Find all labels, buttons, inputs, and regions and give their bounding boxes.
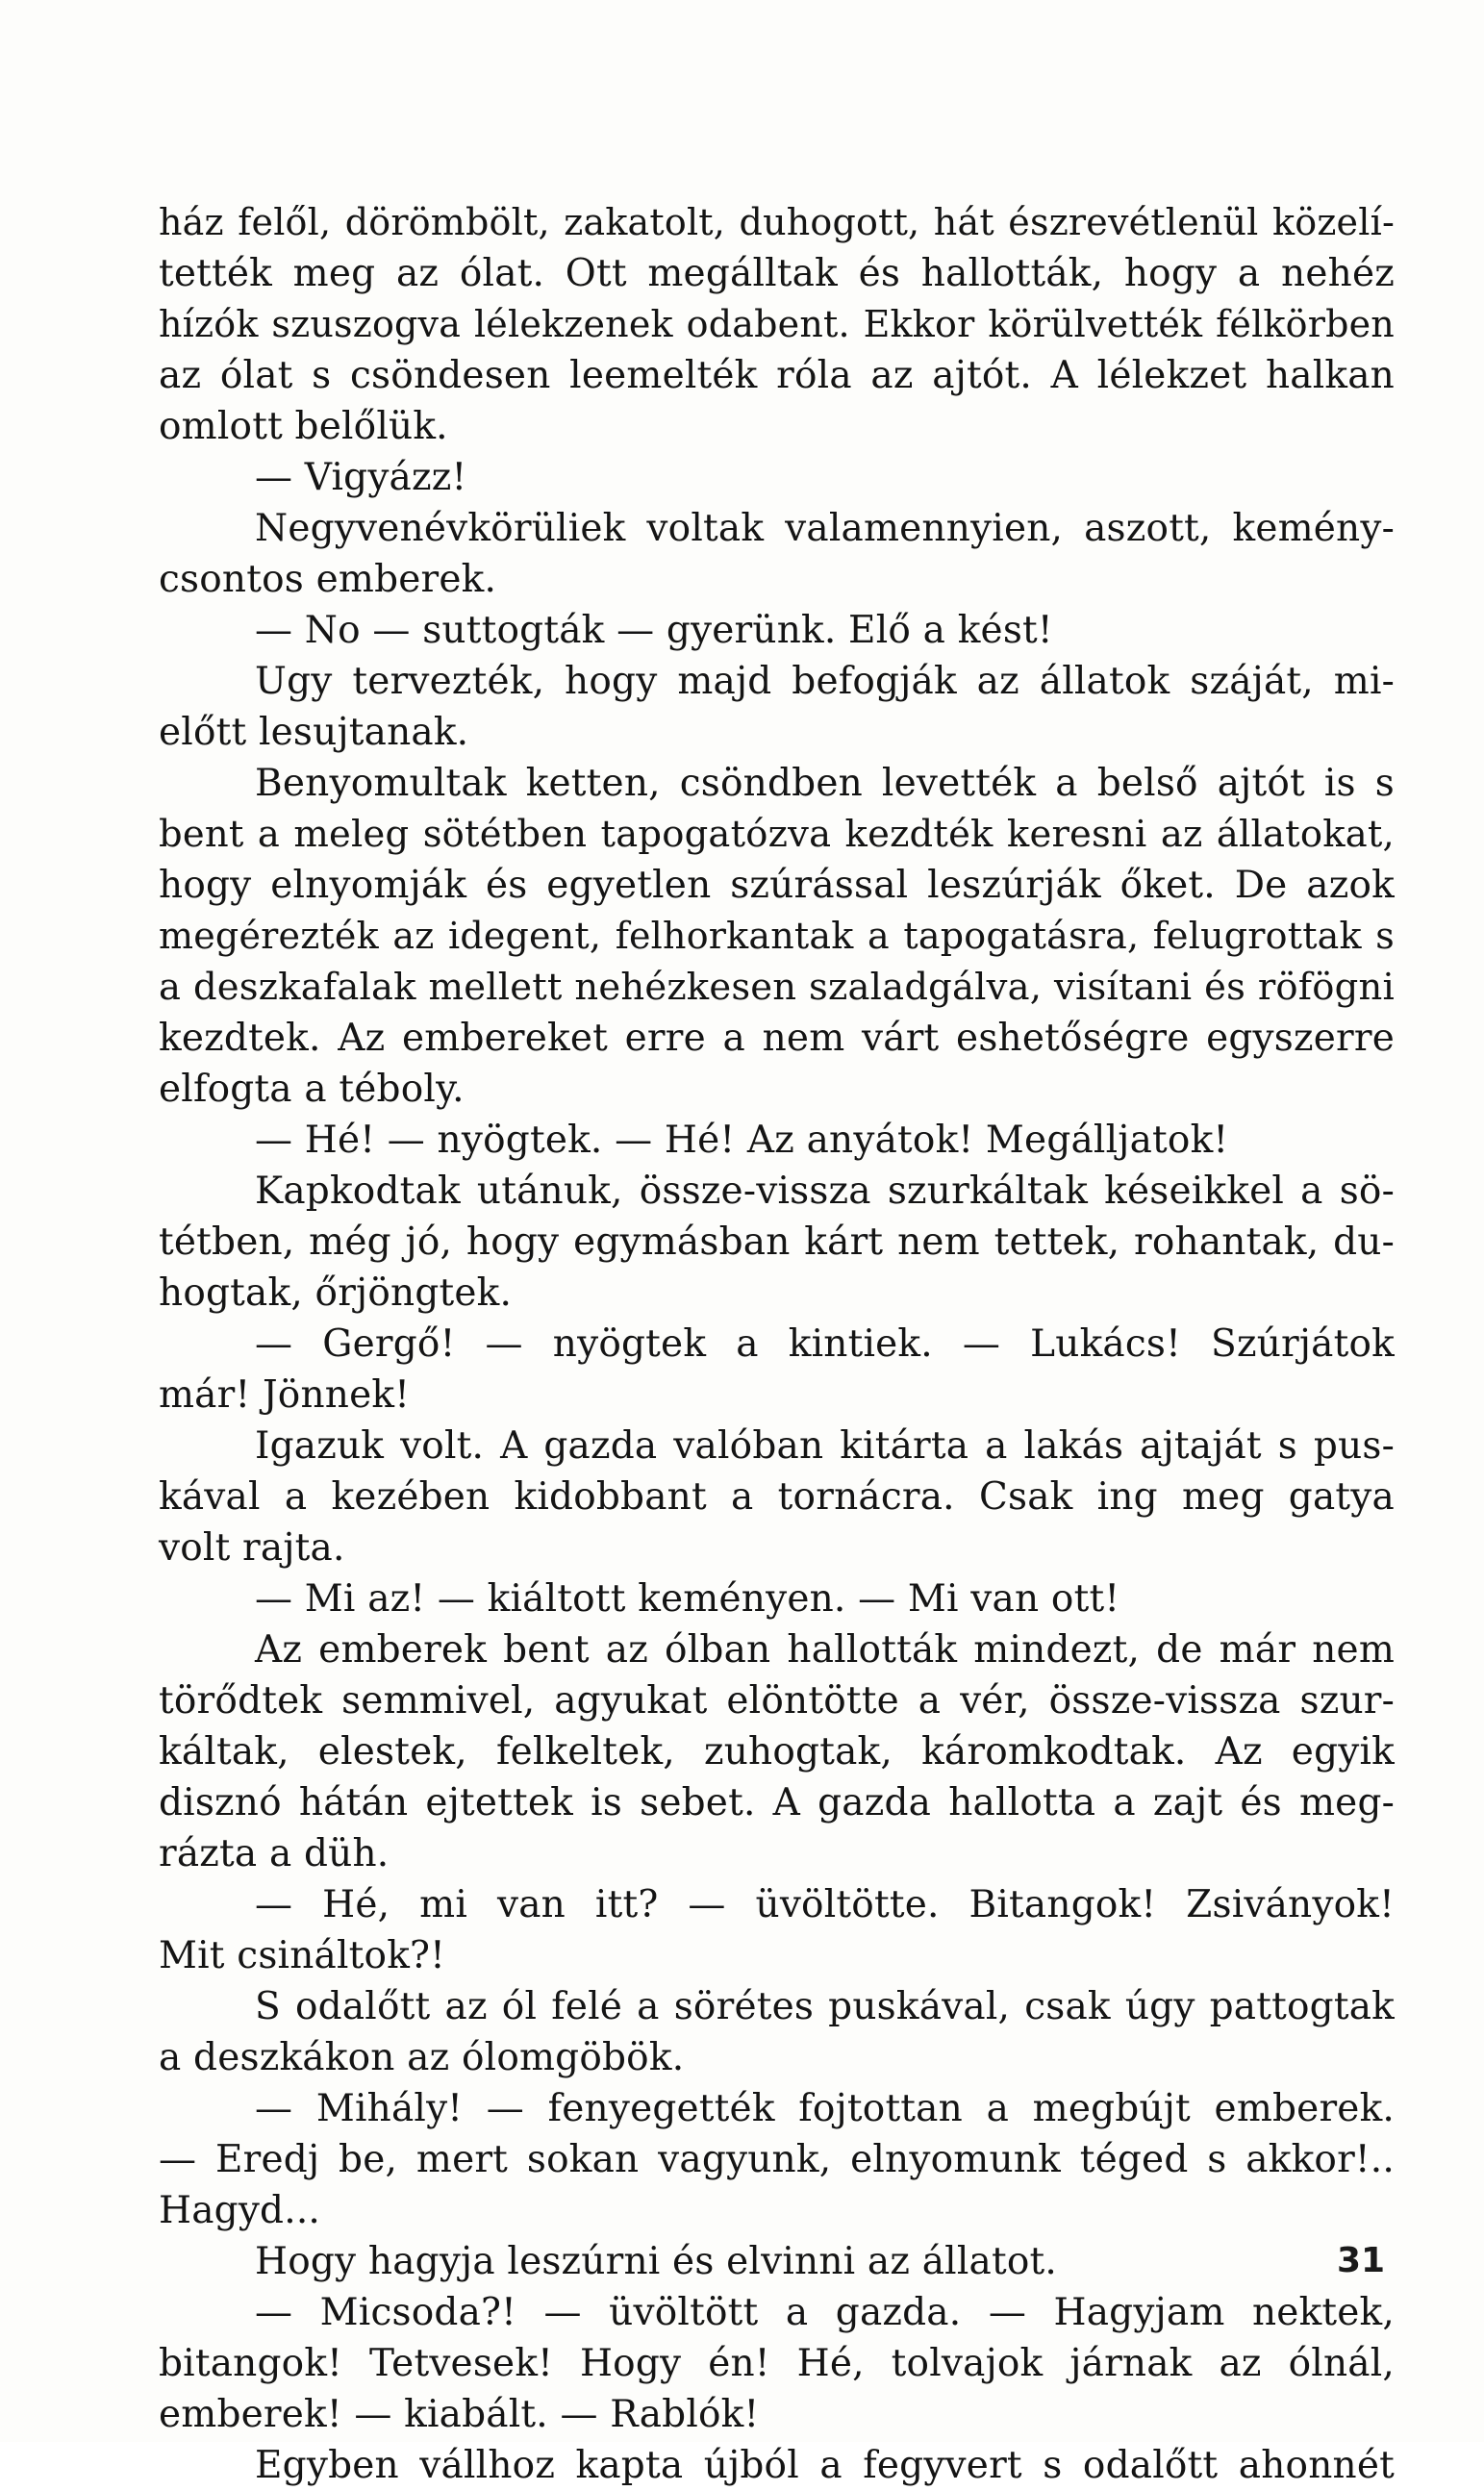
text-line: Negyvenévkörüliek voltak valamennyien, aszott, kemény- xyxy=(255,507,1395,550)
text-line: törődtek semmivel, agyukat elöntötte a vér, össze-vissza szur- xyxy=(159,1679,1395,1723)
text-line: Hagyd... xyxy=(159,2189,321,2232)
text-line: a deszkafalak mellett nehézkesen szaladgálva, visítani és röfögni xyxy=(159,966,1395,1009)
text-line: bitangok! Tetvesek! Hogy én! Hé, tolvajok járnak az ólnál, xyxy=(159,2342,1395,2385)
text-line: rázta a düh. xyxy=(159,1832,390,1875)
text-line: Mit csináltok?! xyxy=(159,1934,446,1977)
text-line: elfogta a téboly. xyxy=(159,1068,465,1111)
text-line: bent a meleg sötétben tapogatózva kezdték keresni az állatokat, xyxy=(159,813,1395,856)
text-line: hogtak, őrjöngtek. xyxy=(159,1271,513,1315)
text-line: előtt lesujtanak. xyxy=(159,711,469,754)
text-line: — No — suttogták — gyerünk. Elő a kést! xyxy=(255,609,1053,652)
text-line: S odalőtt az ól felé a sörétes puskával, csak úgy pattogtak xyxy=(255,1985,1395,2028)
text-line: omlott belőlük. xyxy=(159,405,448,448)
text-line: az ólat s csöndesen leemelték róla az ajtót. A lélekzet halkan xyxy=(159,354,1395,397)
text-line: Hogy hagyja leszúrni és elvinni az állatot. xyxy=(255,2240,1057,2283)
text-line: csontos emberek. xyxy=(159,558,497,601)
text-line: tették meg az ólat. Ott megálltak és hallották, hogy a nehéz xyxy=(159,252,1395,295)
text-line: hízók szuszogva lélekzenek odabent. Ekkor körülvették félkörben xyxy=(159,303,1395,345)
text-line: — Mi az! — kiáltott keményen. — Mi van ott! xyxy=(255,1577,1120,1621)
text-line: kával a kezében kidobbant a tornácra. Csak ing meg gatya xyxy=(159,1475,1395,1519)
text-line: — Vigyázz! xyxy=(255,456,467,499)
text-line: disznó hátán ejtettek is sebet. A gazda hallotta a zajt és meg- xyxy=(159,1781,1395,1824)
text-line: Kapkodtak utánuk, össze-vissza szurkáltak késeikkel a sö- xyxy=(255,1170,1395,1213)
text-line: volt rajta. xyxy=(159,1526,345,1570)
text-line: káltak, elestek, felkeltek, zuhogtak, káromkodtak. Az egyik xyxy=(159,1730,1395,1774)
text-line: Egyben vállhoz kapta újból a fegyvert s odalőtt ahonnét xyxy=(255,2444,1395,2487)
text-line: hogy elnyomják és egyetlen szúrással leszúrják őket. De azok xyxy=(159,864,1395,907)
text-line: Igazuk volt. A gazda valóban kitárta a lakás ajtaját s pus- xyxy=(255,1424,1395,1468)
page-number: 31 xyxy=(1337,2241,1386,2280)
text-line: a deszkákon az ólomgöbök. xyxy=(159,2036,685,2079)
text-line: kezdtek. Az embereket erre a nem várt eshetőségre egyszerre xyxy=(159,1017,1395,1060)
text-line: megérezték az idegent, felhorkantak a tapogatásra, felugrottak s xyxy=(159,915,1395,957)
text-line: ház felől, dörömbölt, zakatolt, duhogott, hát észrevétlenül közelí- xyxy=(159,201,1395,243)
text-line: Ugy tervezték, hogy majd befogják az állatok száját, mi- xyxy=(255,660,1395,703)
text-line: — Micsoda?! — üvöltött a gazda. — Hagyjam nektek, xyxy=(255,2291,1395,2334)
text-line: emberek! — kiabált. — Rablók! xyxy=(159,2393,760,2436)
text-line: — Gergő! — nyögtek a kintiek. — Lukács! Szúrjátok xyxy=(255,1322,1395,1366)
text-line: — Eredj be, mert sokan vagyunk, elnyomunk téged s akkor!.. xyxy=(159,2138,1395,2181)
text-line: Az emberek bent az ólban hallották mindezt, de már nem xyxy=(255,1628,1395,1672)
body-text xyxy=(159,197,1395,2491)
text-line: — Hé, mi van itt? — üvöltötte. Bitangok! Zsiványok! xyxy=(255,1883,1395,1926)
text-line: — Hé! — nyögtek. — Hé! Az anyátok! Megálljatok! xyxy=(255,1119,1229,1162)
text-line: Benyomultak ketten, csöndben levették a belső ajtót is s xyxy=(255,762,1395,805)
text-line: már! Jönnek! xyxy=(159,1373,411,1417)
text-line: — Mihály! — fenyegették fojtottan a megbújt emberek. xyxy=(255,2087,1395,2130)
text-line: tétben, még jó, hogy egymásban kárt nem tettek, rohantak, du- xyxy=(159,1220,1395,1264)
